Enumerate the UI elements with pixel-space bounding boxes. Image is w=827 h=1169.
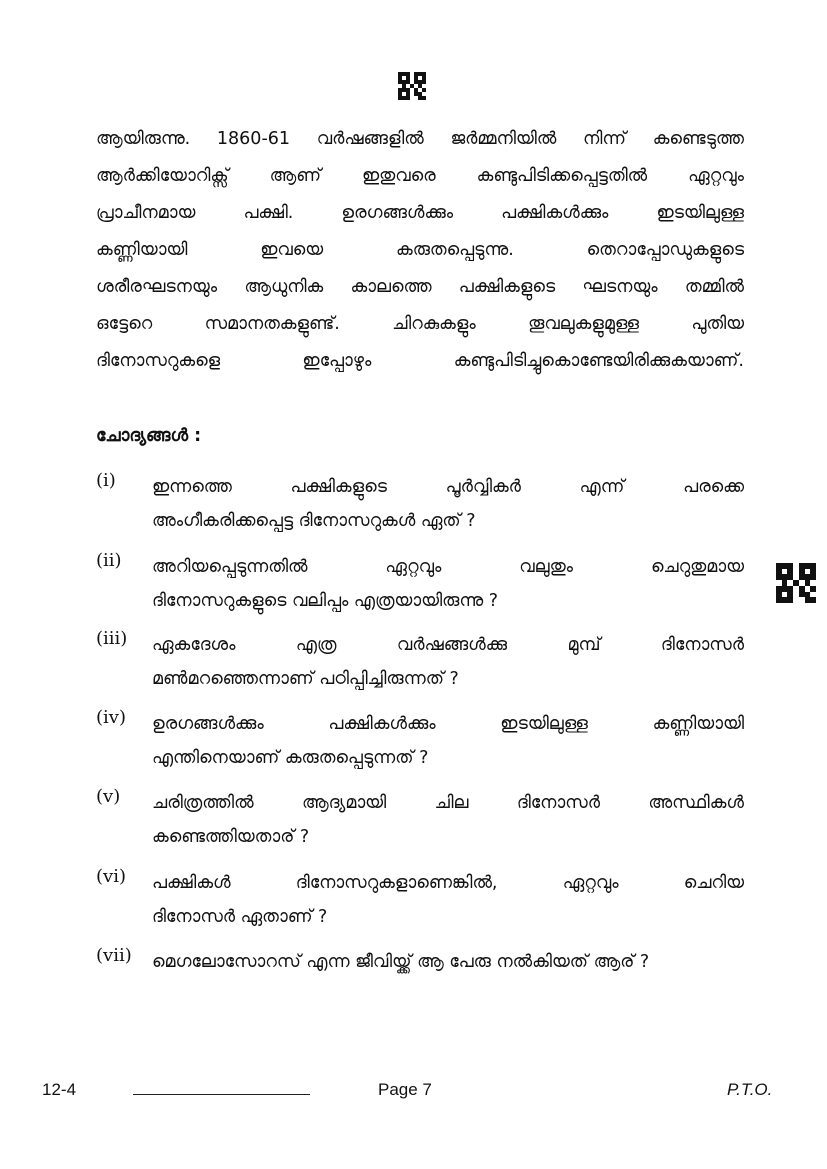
footer-rule (133, 1094, 310, 1095)
qr-code-icon (776, 563, 816, 603)
question-text-line2: ദിനോസറുകളുടെ വലിപ്പം എത്രയായിരുന്നു ? (152, 591, 499, 611)
footer-code: 12-4 (42, 1080, 77, 1099)
question-text-line1: ചരിത്രത്തിൽ ആദ്യമായി ചില ദിനോസർ അസ്ഥികൾ (152, 793, 744, 813)
question-number: (vii) (96, 945, 132, 966)
passage-line: ഒട്ടേറെ സമാനതകളുണ്ട്. ചിറകുകളും തൂവലുകളുമുള്ള പുതിയ (96, 314, 744, 334)
passage-line: ആയിരുന്നു. 1860-61 വർഷങ്ങളിൽ ജർമ്മനിയിൽ നിന്ന് കണ്ടെടുത്ത (96, 129, 744, 149)
passage-line: പ്രാചീനമായ പക്ഷി. ഉരഗങ്ങൾക്കും പക്ഷികൾക്കും ഇടയിലുള്ള (96, 203, 744, 223)
question-number: (vi) (96, 866, 126, 887)
question-text-line2: കണ്ടെത്തിയതാര് ? (152, 827, 310, 847)
question-text-line1: പക്ഷികൾ ദിനോസറുകളാണെങ്കിൽ, ഏറ്റവും ചെറിയ (152, 873, 744, 893)
passage-line: കണ്ണിയായി ഇവയെ കരുതപ്പെടുന്നു. തെറാപ്പോഡുകളുടെ (96, 240, 744, 260)
question-number: (ii) (96, 550, 122, 571)
question-number: (iii) (96, 628, 128, 649)
questions-heading: ചോദ്യങ്ങൾ : (96, 426, 202, 446)
question-text-line2: ദിനോസർ ഏതാണ് ? (152, 907, 328, 927)
question-text-line1: മെഗലോസോറസ് എന്ന ജീവിയ്ക്ക് ആ പേരു നൽകിയത് ആര് ? (152, 952, 650, 972)
page-number: Page 7 (378, 1080, 432, 1099)
question-number: (v) (96, 786, 121, 807)
question-text-line1: അറിയപ്പെടുന്നതിൽ ഏറ്റവും വലുതും ചെറുതുമായ (152, 557, 744, 577)
passage-line: ശരീരഘടനയും ആധുനിക കാലത്തെ പക്ഷികളുടെ ഘടനയും തമ്മിൽ (96, 277, 744, 297)
passage-paragraph (96, 124, 744, 383)
question-number: (i) (96, 470, 116, 491)
pto-label: P.T.O. (727, 1080, 773, 1099)
passage-line: ആർക്കിയോറിക്സ് ആണ് ഇതുവരെ കണ്ടുപിടിക്കപ്പെട്ടതിൽ ഏറ്റവും (96, 166, 744, 186)
qr-code-icon (398, 72, 426, 100)
question-text-line2: മൺമറഞ്ഞെന്നാണ് പഠിപ്പിച്ചിരുന്നത് ? (152, 669, 459, 689)
question-text-line2: അംഗീകരിക്കപ്പെട്ട ദിനോസറുകൾ ഏത് ? (152, 511, 476, 531)
passage-line: ദിനോസറുകളെ ഇപ്പോഴും കണ്ടുപിടിച്ചുകൊണ്ടേയിരിക്കുകയാണ്. (96, 351, 744, 371)
question-text-line2: എന്തിനെയാണ് കരുതപ്പെടുന്നത് ? (152, 748, 429, 768)
question-text-line1: ഉരഗങ്ങൾക്കും പക്ഷികൾക്കും ഇടയിലുള്ള കണ്ണിയായി (152, 714, 744, 734)
question-text-line1: ഏകദേശം എത്ര വർഷങ്ങൾക്കു മുമ്പ് ദിനോസർ (152, 635, 744, 655)
question-text-line1: ഇന്നത്തെ പക്ഷികളുടെ പൂർവ്വികർ എന്ന് പരക്കെ (152, 477, 744, 497)
question-number: (iv) (96, 707, 126, 728)
